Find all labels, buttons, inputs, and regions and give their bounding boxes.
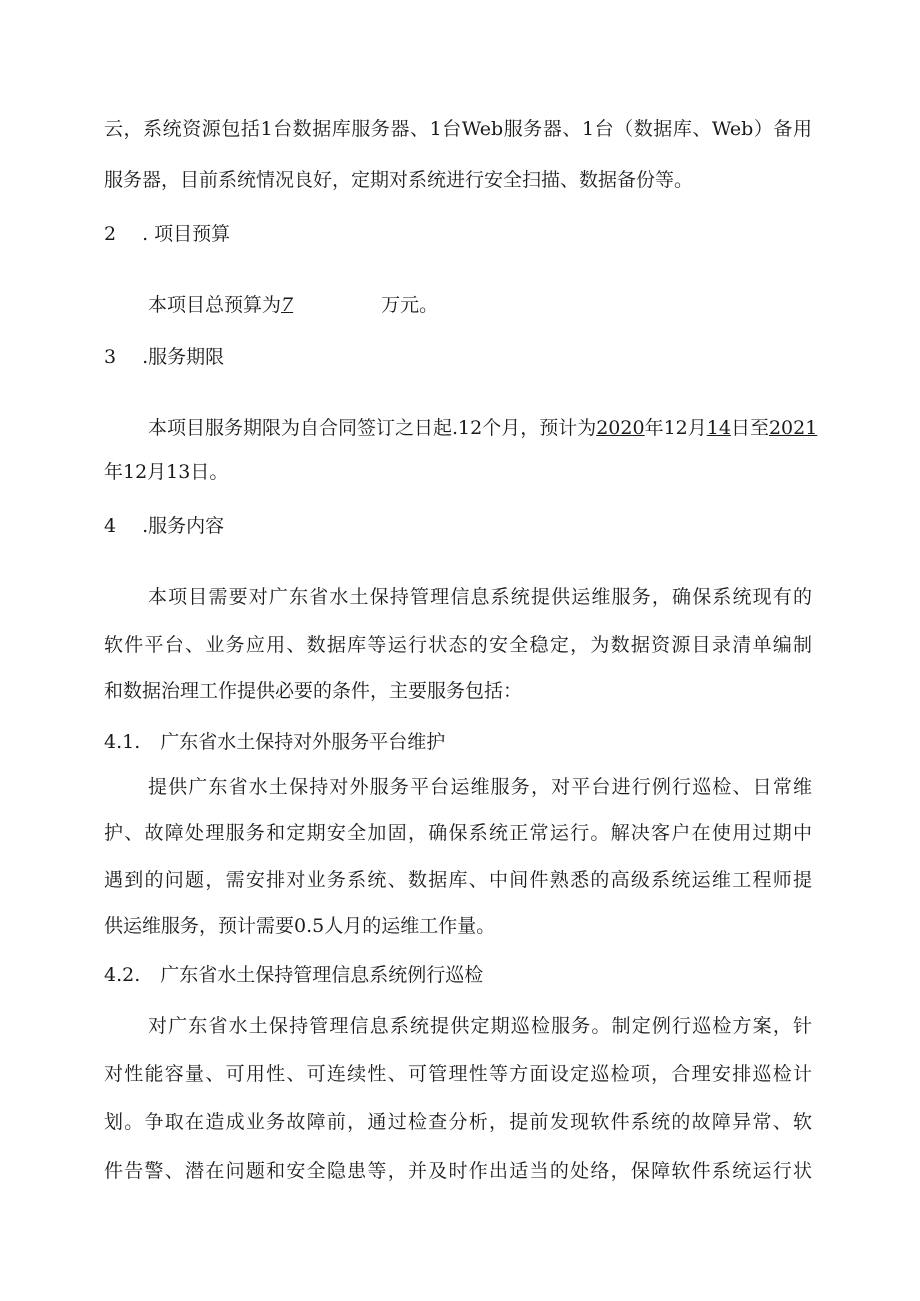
paragraph-line: 服务器，目前系统情况良好，定期对系统进行安全扫描、数据备份等。 — [104, 169, 694, 191]
budget-paragraph — [148, 293, 812, 317]
paragraph-line: 划。争取在造成业务故障前，通过检查分析，提前发现软件系统的故障异常、软 — [104, 1111, 812, 1133]
subsection-heading-4-2 — [104, 963, 812, 987]
heading-text: . 项目预算 — [142, 223, 231, 245]
paragraph-line: 和数据治理工作提供必要的条件，主要服务包括： — [104, 680, 523, 702]
term-text: 本项目服务期限为自合同签订之日起.12个月，预计为 — [148, 417, 597, 439]
paragraph-line: 软件平台、业务应用、数据库等运行状态的安全稳定，为数据资源目录清单编制 — [104, 634, 812, 656]
subsection-number: 4.1. — [104, 731, 141, 753]
paragraph-line: 件告警、潜在问题和安全隐患等，并及时作出适当的处络，保障软件系统运行状 — [104, 1160, 812, 1182]
paragraph-line: 年12月13日。 — [104, 461, 229, 483]
subsection-heading-4-1 — [104, 730, 812, 754]
paragraph-line: 云，系统资源包括1台数据库服务器、1台Web服务器、1台（数据库、Web）备用 — [104, 118, 812, 140]
term-paragraph-line — [148, 416, 818, 440]
subsection-title: 广东省水土保持管理信息系统例行巡检 — [160, 964, 484, 986]
subsection-number: 4.2. — [104, 964, 141, 986]
budget-unit: 万元。 — [381, 294, 439, 316]
heading-number: 4 — [104, 515, 117, 537]
term-text: 日至 — [730, 417, 769, 439]
term-text: 年12月 — [644, 417, 707, 439]
heading-number: 3 — [104, 346, 117, 368]
subsection-title: 广东省水土保持对外服务平台维护 — [160, 731, 446, 753]
heading-text: .服务期限 — [142, 346, 225, 368]
paragraph-line: 供运维服务，预计需要0.5人月的运维工作量。 — [104, 915, 496, 937]
term-start-year: 2020 — [596, 417, 645, 439]
paragraph-line: 对广东省水土保持管理信息系统提供定期巡检服务。制定例行巡检方案，针 — [148, 1015, 812, 1037]
heading-number: 2 — [104, 223, 117, 245]
heading-text: .服务内容 — [142, 515, 225, 537]
section-heading-content — [104, 514, 812, 538]
budget-amount: 7 — [281, 294, 294, 316]
paragraph-line: 遇到的问题，需安排对业务系统、数据库、中间件熟悉的高级系统运维工程师提 — [104, 869, 812, 891]
paragraph-line: 本项目需要对广东省水土保持管理信息系统提供运维服务，确保系统现有的 — [148, 586, 812, 608]
paragraph-line: 提供广东省水土保持对外服务平台运维服务，对平台进行例行巡检、日常维 — [148, 776, 812, 798]
term-start-day: 14 — [706, 417, 731, 439]
paragraph-line: 护、故障处理服务和定期安全加固，确保系统正常运行。解决客户在使用过期中 — [104, 822, 812, 844]
budget-text: 本项目总预算为 — [148, 294, 282, 316]
section-heading-budget — [104, 222, 812, 246]
section-heading-term — [104, 345, 812, 369]
term-end-year: 2021 — [768, 417, 818, 439]
paragraph-line: 对性能容量、可用性、可连续性、可管理性等方面设定巡检项，合理安排巡检计 — [104, 1063, 812, 1085]
